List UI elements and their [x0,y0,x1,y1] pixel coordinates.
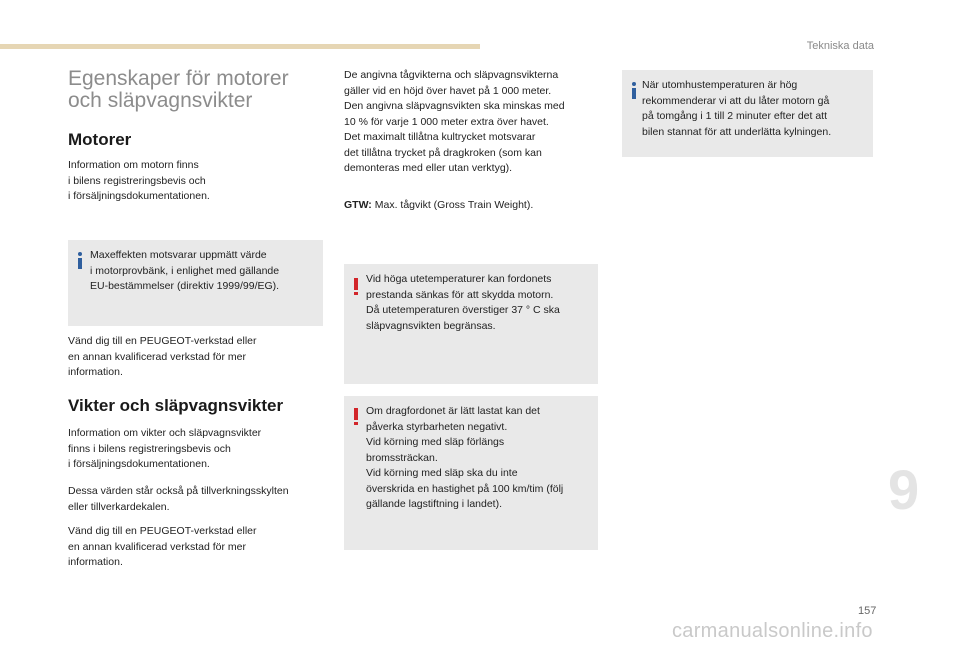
vikter-intro: Information om vikter och släpvagnsvikter finns i bilens registreringsbevis och i försäljningsdokumentationen. [68,427,262,470]
info-icon [632,82,636,99]
warning-icon [354,278,358,295]
header-accent-bar [0,44,480,49]
motorer-heading: Motorer [68,130,132,149]
altitude-text: De angivna tågvikterna och släpvagnsvikterna gäller vid en höjd över havet på 1 000 meter. Den angivna släpvagnsvikten ska minskas med 10 % för varje 1 000 meter extra över havet. Det maximalt tillåtna kultrycket motsvarar det tillåtna trycket på dragkroken (som kan demonteras med eller utan verktyg). [344,69,565,174]
gtw-definition [344,198,606,214]
cooling-info-box [622,70,873,157]
gtw-label: GTW: [344,199,372,211]
motorer-contact: Vänd dig till en PEUGEOT-verkstad eller en annan kvalificerad verkstad för mer information. [68,335,257,378]
vikter-contact: Vänd dig till en PEUGEOT-verkstad eller en annan kvalificerad verkstad för mer information. [68,525,257,568]
motorer-info-box [68,240,323,326]
page-number: 157 [858,605,877,617]
vikter-plate: Dessa värden står också på tillverkningsskylten eller tillverkardekalen. [68,485,289,513]
gtw-text: Max. tågvikt (Gross Train Weight). [371,199,534,211]
motorer-intro: Information om motorn finns i bilens registreringsbevis och i försäljningsdokumentationen. [68,159,210,202]
heat-warning-box [344,264,598,384]
vikter-heading: Vikter och släpvagnsvikter [68,396,284,415]
info-icon [78,252,82,269]
motorer-info-text: Maxeffekten motsvarar uppmätt värde i motorprovbänk, i enlighet med gällande EU-bestämmelser (direktiv 1999/99/EG). [90,249,280,292]
towing-warning-box [344,396,598,550]
heat-warning-text: Vid höga utetemperaturer kan fordonets prestanda sänkas för att skydda motorn. Då utetemperaturen överstiger 37 ° C ska släpvagnsvikten begränsas. [366,273,560,332]
warning-icon [354,408,358,425]
section-label: Tekniska data [806,40,874,52]
towing-warning-text: Om dragfordonet är lätt lastat kan det påverka styrbarheten negativt. Vid körning med släp förlängs bromssträckan. Vid körning med släp ska du inte överskrida en hastighet på 100 km/tim (följ gällande lagstiftning i landet). [366,405,564,510]
watermark: carmanualsonline.info [672,620,873,642]
cooling-info-text: När utomhustemperaturen är hög rekommenderar vi att du låter motorn gå på tomgång i 1 till 2 minuter efter det att bilen stannat för att underlätta kylningen. [642,79,832,138]
chapter-number: 9 [888,458,920,521]
page-title: Egenskaper för motorer och släpvagnsvikter [68,67,289,112]
